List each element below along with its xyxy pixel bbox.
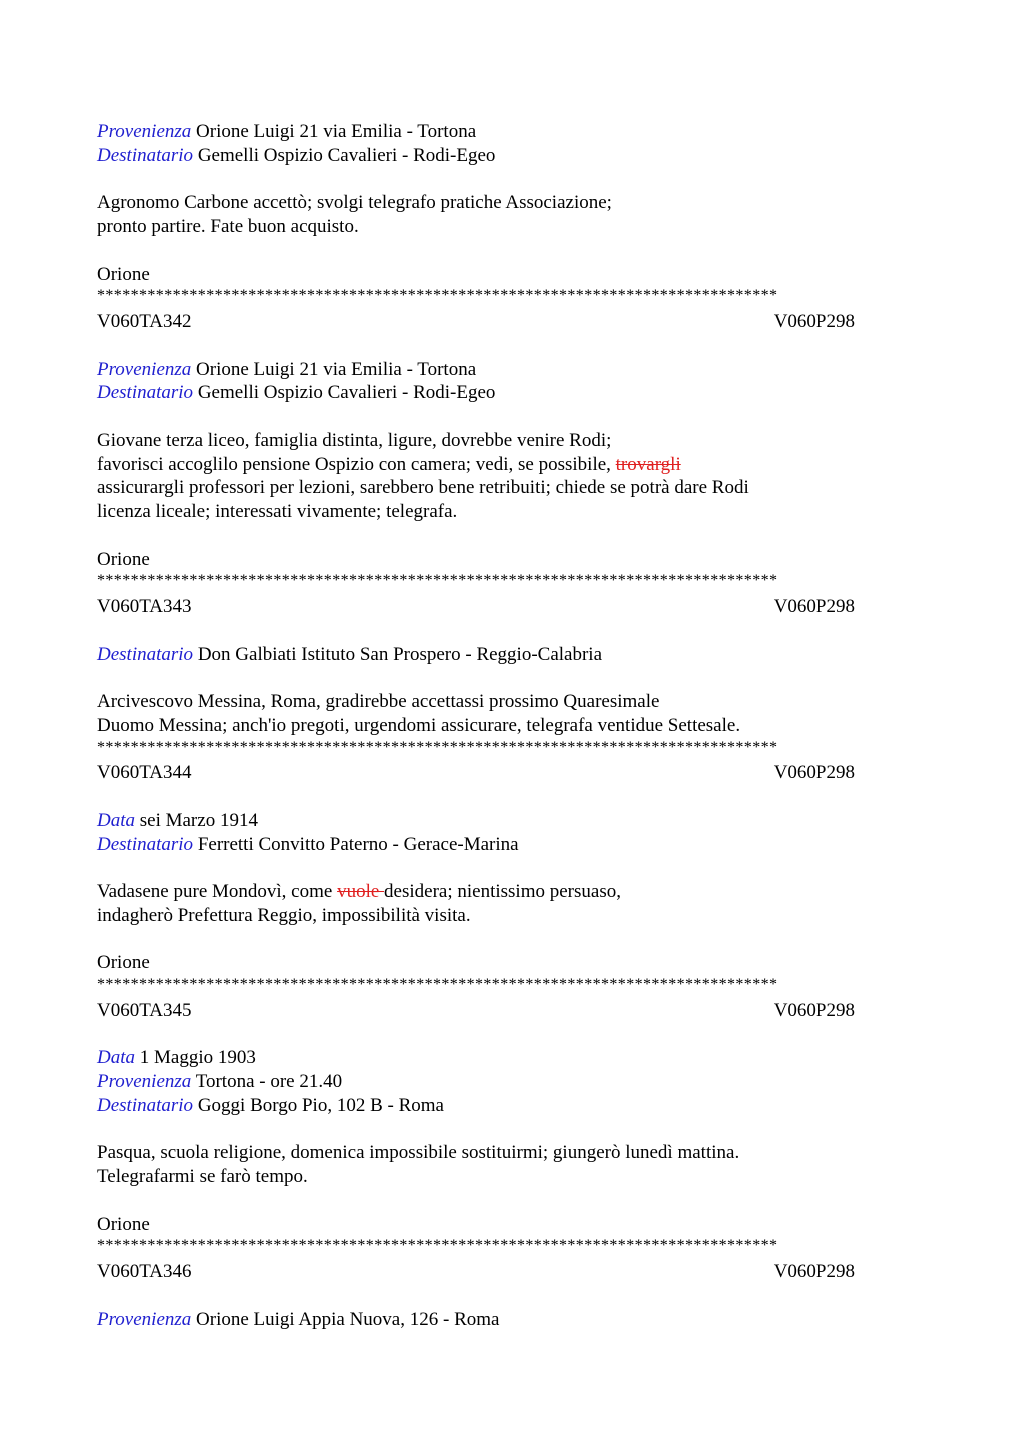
destinatario-label: Destinatario <box>97 643 194 665</box>
provenienza-value: Orione Luigi 21 via Emilia - Tortona <box>196 121 477 142</box>
reference-code: V060TA343 <box>97 596 192 617</box>
destinatario-label: Destinatario <box>97 1094 194 1116</box>
signature: Orione <box>97 952 150 974</box>
separator: ********************************************************************************* <box>97 287 778 305</box>
separator: ********************************************************************************* <box>97 572 778 590</box>
page-code: V060P298 <box>773 1261 855 1282</box>
provenienza-label: Provenienza <box>97 121 192 142</box>
page-code: V060P298 <box>773 311 855 332</box>
page-code: V060P298 <box>773 762 855 784</box>
reference-code: V060TA346 <box>97 1261 192 1282</box>
telegram-text-line: Duomo Messina; anch'io pregoti, urgendomi assicurare, telegrafa ventidue Settesale. <box>97 714 741 736</box>
destinatario-line <box>97 144 927 168</box>
data-label: Data <box>97 809 135 831</box>
telegram-text-line: assicurargli professori per lezioni, sarebbero bene retribuiti; chiede se potrà dare Rodi <box>97 477 749 499</box>
provenienza-line <box>97 120 927 144</box>
destinatario-line <box>97 1094 927 1118</box>
telegram-text-line: pronto partire. Fate buon acquisto. <box>97 216 359 237</box>
telegram-text-line: Giovane terza liceo, famiglia distinta, ligure, dovrebbe venire Rodi; <box>97 429 612 451</box>
provenienza-label: Provenienza <box>97 1308 192 1330</box>
text-segment: favorisci accoglilo pensione Ospizio con camera; vedi, se possibile, <box>97 453 616 475</box>
destinatario-value: Don Galbiati Istituto San Prospero - Reggio-Calabria <box>197 643 603 665</box>
signature: Orione <box>97 263 150 285</box>
destinatario-label: Destinatario <box>97 382 194 404</box>
reference-line <box>97 310 855 334</box>
destinatario-value: Ferretti Convitto Paterno - Gerace-Marina <box>197 833 519 855</box>
separator: ********************************************************************************* <box>97 738 778 756</box>
signature: Orione <box>97 548 150 570</box>
provenienza-value: Orione Luigi 21 via Emilia - Tortona <box>196 358 477 380</box>
data-value: sei Marzo 1914 <box>139 809 258 831</box>
destinatario-line <box>97 643 927 667</box>
telegram-text-line: indagherò Prefettura Reggio, impossibilità visita. <box>97 904 471 926</box>
destinatario-label: Destinatario <box>97 144 194 166</box>
reference-code: V060TA344 <box>97 762 192 784</box>
reference-line <box>97 761 855 785</box>
telegram-text-line <box>97 453 927 477</box>
deleted-word: vuole <box>337 881 385 902</box>
telegram-text-line: Arcivescovo Messina, Roma, gradirebbe accettassi prossimo Quaresimale <box>97 691 660 712</box>
text-segment: Vadasene pure Mondovì, come <box>97 881 338 902</box>
page-code: V060P298 <box>773 999 855 1021</box>
provenienza-line <box>97 1308 927 1332</box>
reference-line <box>97 999 855 1023</box>
telegram-text-line <box>97 880 927 904</box>
provenienza-line <box>97 358 927 382</box>
separator: ********************************************************************************* <box>97 976 778 993</box>
destinatario-label: Destinatario <box>97 833 194 855</box>
document-page <box>97 120 927 1331</box>
reference-line <box>97 595 855 619</box>
provenienza-value: Tortona - ore 21.40 <box>195 1071 343 1092</box>
reference-code: V060TA345 <box>97 999 192 1021</box>
provenienza-line <box>97 1070 927 1094</box>
provenienza-label: Provenienza <box>97 358 192 380</box>
telegram-text-line: Pasqua, scuola religione, domenica impossibile sostituirmi; giungerò lunedì mattina. <box>97 1142 740 1164</box>
reference-line <box>97 1260 855 1284</box>
text-segment: desidera; nientissimo persuaso, <box>384 881 621 902</box>
separator: ********************************************************************************* <box>97 1237 778 1255</box>
telegram-text-line: Telegrafarmi se farò tempo. <box>97 1166 308 1187</box>
data-line <box>97 1046 927 1070</box>
deleted-word: trovargli <box>615 453 681 475</box>
page-code: V060P298 <box>773 596 855 617</box>
data-label: Data <box>97 1047 135 1069</box>
destinatario-value: Goggi Borgo Pio, 102 B - Roma <box>197 1094 444 1116</box>
destinatario-value: Gemelli Ospizio Cavalieri - Rodi-Egeo <box>197 144 496 166</box>
reference-code: V060TA342 <box>97 311 192 332</box>
destinatario-line <box>97 381 927 405</box>
provenienza-label: Provenienza <box>97 1071 192 1092</box>
signature: Orione <box>97 1213 150 1235</box>
destinatario-line <box>97 833 927 857</box>
data-value: 1 Maggio 1903 <box>139 1047 256 1069</box>
provenienza-value: Orione Luigi Appia Nuova, 126 - Roma <box>196 1308 500 1330</box>
telegram-text-line: Agronomo Carbone accettò; svolgi telegrafo pratiche Associazione; <box>97 192 612 214</box>
data-line <box>97 809 927 833</box>
destinatario-value: Gemelli Ospizio Cavalieri - Rodi-Egeo <box>197 382 496 404</box>
telegram-text-line: licenza liceale; interessati vivamente; telegrafa. <box>97 501 458 522</box>
